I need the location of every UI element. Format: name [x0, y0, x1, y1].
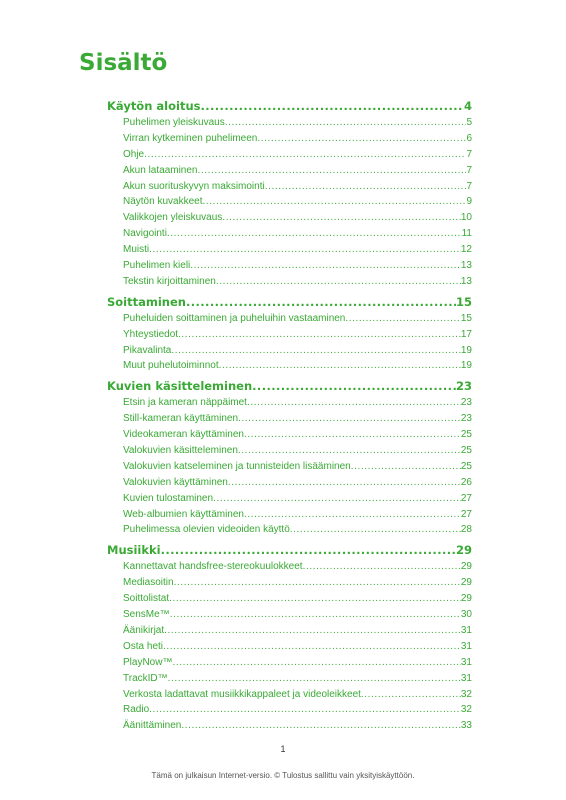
- toc-entry[interactable]: [107, 671, 472, 687]
- toc-section-title: Soittaminen: [107, 294, 186, 309]
- toc-entry-title: Pikavalinta: [123, 344, 172, 356]
- toc-entry-page: 33: [460, 720, 472, 732]
- toc-entry[interactable]: [107, 718, 472, 734]
- toc-entry-title: Radio: [123, 704, 150, 716]
- dot-leader: [163, 639, 461, 655]
- toc-entry-page: 27: [460, 492, 472, 504]
- toc-entry[interactable]: [107, 395, 472, 411]
- toc-entry-title: Still-kameran käyttäminen: [123, 413, 239, 425]
- toc-entry-page: 29: [460, 561, 472, 573]
- toc-entry[interactable]: [107, 687, 472, 703]
- toc-entry[interactable]: [107, 258, 472, 274]
- dot-leader: [265, 179, 467, 195]
- dot-leader: [172, 655, 460, 671]
- toc-entry-title: Valokuvien käyttäminen: [123, 476, 228, 488]
- toc-entry-title: Valikkojen yleiskuvaus: [123, 212, 223, 224]
- dot-leader: [164, 623, 461, 639]
- dot-leader: [228, 475, 461, 491]
- dot-leader: [244, 427, 461, 443]
- toc-entry-title: Yhteystiedot: [123, 328, 179, 340]
- toc-section[interactable]: [107, 377, 472, 395]
- dot-leader: [252, 377, 456, 395]
- toc-entry-page: 19: [460, 344, 472, 356]
- toc-entry-page: 17: [460, 328, 472, 340]
- toc-entry[interactable]: [107, 443, 472, 459]
- dot-leader: [170, 607, 461, 623]
- dot-leader: [168, 671, 461, 687]
- toc-entry-title: Puhelimen yleiskuvaus: [123, 117, 225, 128]
- dot-leader: [361, 687, 461, 703]
- toc-entry[interactable]: [107, 655, 472, 671]
- toc-entry-title: Osta heti: [123, 640, 164, 652]
- toc-entry-page: 32: [460, 704, 472, 716]
- dot-leader: [190, 258, 461, 274]
- toc-entry[interactable]: [107, 575, 472, 591]
- toc-section-title: Musiikki: [107, 543, 161, 558]
- toc-entry[interactable]: [107, 327, 472, 343]
- dot-leader: [290, 522, 461, 538]
- dot-leader: [186, 293, 456, 311]
- dot-leader: [225, 115, 467, 131]
- toc-entry-page: 30: [460, 609, 472, 621]
- toc-entry-title: Akun lataaminen: [123, 164, 198, 176]
- toc-entry-page: 10: [460, 212, 472, 224]
- toc-entry-page: 31: [460, 656, 472, 668]
- toc-section[interactable]: [107, 97, 472, 115]
- toc-entry[interactable]: [107, 411, 472, 427]
- toc-entry-title: SensMe™: [123, 609, 170, 621]
- toc-entry-title: Ohje: [123, 148, 145, 160]
- toc-entry-title: Puheluiden soittaminen ja puheluihin vastaaminen: [123, 312, 346, 324]
- toc-entry-title: Virran kytkeminen puhelimeen: [123, 132, 258, 144]
- toc-entry-page: 7: [466, 164, 472, 176]
- toc-entry[interactable]: [107, 607, 472, 623]
- toc-entry-page: 27: [460, 508, 472, 520]
- toc-entry-title: Kannettavat handsfree-stereokuulokkeet: [123, 561, 303, 573]
- toc-entry-title: Valokuvien käsitteleminen: [123, 445, 238, 457]
- toc-entry-page: 7: [466, 148, 472, 160]
- toc-entry-page: 5: [466, 117, 472, 128]
- toc-entry-page: 11: [461, 228, 472, 240]
- toc-entry-page: 12: [460, 244, 472, 256]
- toc-entry-title: Mediasoitin: [123, 577, 174, 589]
- dot-leader: [345, 311, 461, 327]
- toc-entry-title: Muut puhelutoiminnot: [123, 360, 219, 372]
- toc-entry-page: 15: [460, 312, 472, 324]
- toc-entry-page: 32: [460, 688, 472, 700]
- toc-entry[interactable]: [107, 242, 472, 258]
- dot-leader: [247, 395, 461, 411]
- toc-entry[interactable]: [107, 507, 472, 523]
- toc-section[interactable]: [107, 293, 472, 311]
- toc-entry[interactable]: [107, 226, 472, 242]
- toc-section[interactable]: [107, 541, 472, 559]
- table-of-contents: [107, 97, 472, 734]
- toc-entry[interactable]: [107, 163, 472, 179]
- toc-entry-title: Äänikirjat: [123, 624, 165, 636]
- toc-section-title: Käytön aloitus: [107, 99, 201, 113]
- toc-entry[interactable]: [107, 491, 472, 507]
- toc-entry[interactable]: [107, 475, 472, 491]
- toc-entry-title: Web-albumien käyttäminen: [123, 508, 244, 520]
- toc-entry-title: Videokameran käyttäminen: [123, 429, 244, 441]
- toc-entry-title: Tekstin kirjoittaminen: [123, 275, 216, 287]
- dot-leader: [219, 358, 461, 374]
- dot-leader: [174, 575, 461, 591]
- toc-entry[interactable]: [107, 358, 472, 374]
- dot-leader: [303, 559, 461, 575]
- toc-section-page: 23: [455, 379, 472, 394]
- toc-entry[interactable]: [107, 559, 472, 575]
- toc-entry-title: Äänittäminen: [123, 720, 182, 732]
- toc-entry-title: Verkosta ladattavat musiikkikappaleet ja videoleikkeet: [123, 688, 361, 700]
- toc-entry[interactable]: [107, 343, 472, 359]
- toc-entry-page: 31: [460, 640, 472, 652]
- dot-leader: [161, 541, 456, 559]
- toc-entry[interactable]: [107, 639, 472, 655]
- toc-entry-title: Näytön kuvakkeet: [123, 196, 203, 208]
- toc-entry[interactable]: [107, 194, 472, 210]
- dot-leader: [213, 491, 461, 507]
- toc-entry-page: 29: [460, 577, 472, 589]
- dot-leader: [149, 242, 461, 258]
- toc-entry-page: 29: [460, 593, 472, 605]
- toc-entry-title: Puhelimessa olevien videoiden käyttö: [123, 524, 290, 536]
- page-number: 1: [280, 744, 286, 754]
- toc-entry[interactable]: [107, 274, 472, 290]
- toc-section-title: Kuvien käsitteleminen: [107, 379, 253, 394]
- dot-leader: [169, 591, 461, 607]
- toc-entry-page: 25: [460, 460, 472, 472]
- toc-entry-page: 23: [460, 397, 472, 409]
- toc-entry-page: 25: [460, 429, 472, 441]
- toc-entry-page: 31: [460, 624, 472, 636]
- toc-entry-page: 23: [460, 413, 472, 425]
- toc-entry-title: Navigointi: [123, 228, 167, 240]
- toc-entry[interactable]: [107, 115, 472, 131]
- toc-entry-page: 31: [460, 672, 472, 684]
- toc-section-page: 15: [455, 294, 472, 309]
- toc-entry-title: TrackID™: [123, 672, 168, 684]
- toc-entry[interactable]: [107, 131, 472, 147]
- toc-entry[interactable]: [107, 179, 472, 195]
- dot-leader: [181, 718, 461, 734]
- toc-entry[interactable]: [107, 522, 472, 538]
- dot-leader: [171, 343, 461, 359]
- toc-entry-page: 9: [466, 196, 472, 208]
- dot-leader: [244, 507, 461, 523]
- toc-entry[interactable]: [107, 702, 472, 718]
- toc-entry[interactable]: [107, 147, 472, 163]
- toc-entry[interactable]: [107, 427, 472, 443]
- toc-entry-page: 19: [460, 360, 472, 372]
- toc-entry[interactable]: [107, 623, 472, 639]
- dot-leader: [178, 327, 461, 343]
- dot-leader: [238, 443, 461, 459]
- toc-entry-page: 13: [460, 260, 472, 272]
- toc-section-page: 4: [463, 99, 472, 113]
- dot-leader: [167, 226, 462, 242]
- dot-leader: [144, 147, 466, 163]
- toc-entry-page: 28: [460, 524, 472, 536]
- dot-leader: [238, 411, 461, 427]
- toc-entry-page: 6: [466, 132, 472, 144]
- toc-entry-page: 13: [460, 275, 472, 287]
- dot-leader: [203, 194, 467, 210]
- dot-leader: [216, 274, 461, 290]
- dot-leader: [198, 163, 467, 179]
- dot-leader: [149, 702, 461, 718]
- toc-entry-title: Akun suorituskyvyn maksimointi: [123, 180, 265, 192]
- toc-entry-page: 25: [460, 445, 472, 457]
- toc-entry-page: 7: [466, 180, 472, 192]
- toc-entry-title: Valokuvien katseleminen ja tunnisteiden lisääminen: [123, 460, 351, 472]
- toc-entry[interactable]: [107, 311, 472, 327]
- toc-entry[interactable]: [107, 210, 472, 226]
- toc-entry-title: Soittolistat: [123, 593, 170, 605]
- toc-entry-title: PlayNow™: [123, 656, 173, 668]
- toc-section-page: 29: [455, 543, 472, 558]
- footer-note: Tämä on julkaisun Internet-versio. © Tulostus sallittu vain yksityiskäyttöön.: [151, 771, 415, 780]
- dot-leader: [200, 97, 464, 115]
- toc-entry-title: Kuvien tulostaminen: [123, 492, 214, 504]
- toc-entry[interactable]: [107, 591, 472, 607]
- dot-leader: [222, 210, 461, 226]
- toc-entry-title: Puhelimen kieli: [123, 260, 191, 272]
- dot-leader: [351, 459, 461, 475]
- toc-entry-title: Muisti: [123, 244, 150, 256]
- dot-leader: [257, 131, 466, 147]
- toc-entry-page: 26: [460, 476, 472, 488]
- page-title: Sisältö: [79, 50, 168, 76]
- toc-entry-title: Etsin ja kameran näppäimet: [123, 397, 247, 409]
- toc-entry[interactable]: [107, 459, 472, 475]
